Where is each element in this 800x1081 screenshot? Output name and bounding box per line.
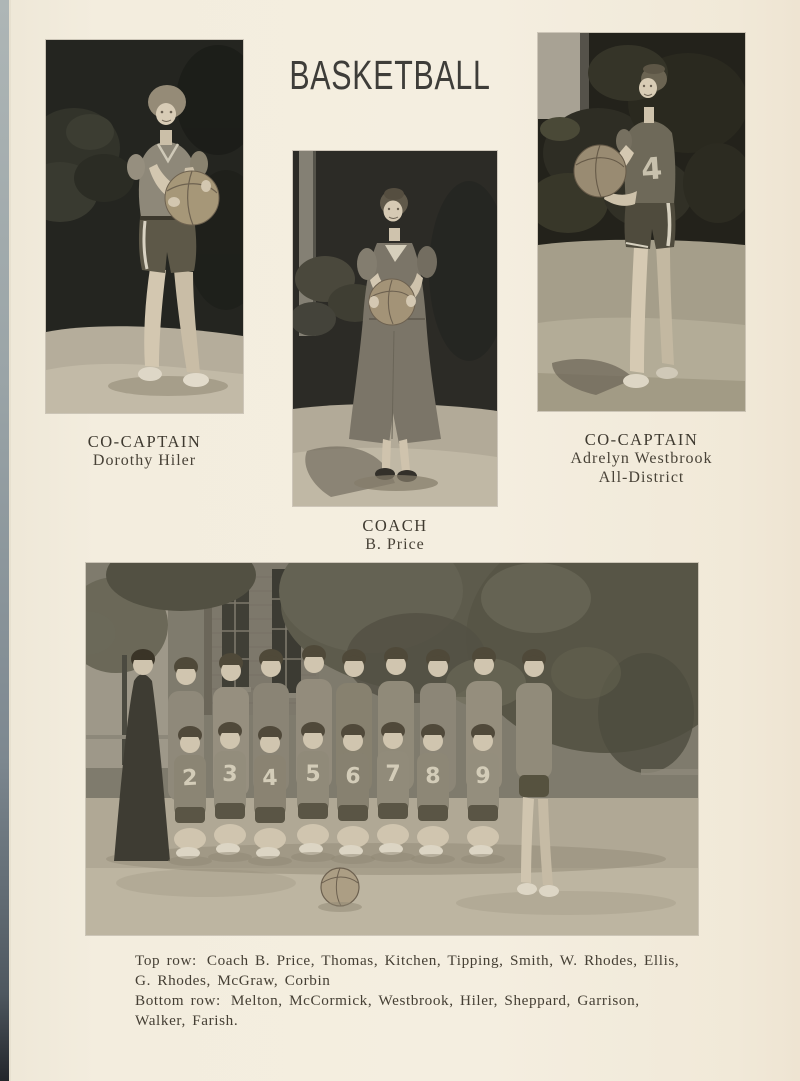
portrait-photo-coach-price bbox=[293, 151, 497, 506]
jersey-number: 2 bbox=[181, 765, 199, 792]
caption-honor: All-District bbox=[598, 469, 685, 486]
roster-caption bbox=[135, 951, 687, 1031]
jersey-number: 8 bbox=[424, 763, 442, 790]
light-corner bbox=[538, 33, 580, 119]
caption-role: CO-CAPTAIN bbox=[584, 430, 699, 449]
caption-name: Adrelyn Westbrook bbox=[570, 450, 713, 467]
jersey-number: 4 bbox=[261, 765, 279, 792]
team-photo-graphic bbox=[86, 563, 698, 935]
team-photo bbox=[86, 563, 698, 935]
caption-role: COACH bbox=[362, 516, 428, 535]
portrait-center-graphic bbox=[293, 151, 497, 506]
page-edge bbox=[0, 0, 11, 1081]
roster-bottom-row-label: Bottom row: bbox=[135, 992, 221, 1009]
page-title: BASKETBALL bbox=[289, 52, 491, 98]
portrait-photo-adrelyn-westbrook bbox=[538, 33, 745, 411]
roster-bottom-row-names: Melton, McCormick, Westbrook, Hiler, Sheppard, Garrison, Walker, Farish. bbox=[135, 992, 640, 1029]
jersey-number: 6 bbox=[344, 763, 362, 790]
caption-coach-price bbox=[293, 516, 497, 554]
caption-dorothy-hiler bbox=[46, 432, 243, 470]
jersey-number: 7 bbox=[385, 762, 401, 787]
caption-name: B. Price bbox=[365, 536, 425, 553]
caption-adrelyn-westbrook bbox=[528, 430, 755, 487]
jersey-number: 3 bbox=[221, 761, 239, 788]
roster-top-row-label: Top row: bbox=[135, 952, 197, 969]
caption-name: Dorothy Hiler bbox=[92, 452, 197, 469]
jersey-number-4: 4 bbox=[640, 151, 664, 188]
portrait-left-graphic bbox=[46, 40, 243, 413]
caption-role: CO-CAPTAIN bbox=[87, 432, 202, 451]
jersey-number: 5 bbox=[305, 762, 321, 787]
basketball-right-portrait bbox=[574, 145, 626, 197]
roster-top-row bbox=[135, 951, 687, 991]
corner-shade bbox=[580, 33, 589, 119]
portrait-right-graphic bbox=[538, 33, 745, 411]
roster-bottom-row bbox=[135, 991, 687, 1031]
portrait-photo-dorothy-hiler bbox=[46, 40, 243, 413]
jersey-number: 9 bbox=[475, 764, 491, 789]
roster-top-row-names: Coach B. Price, Thomas, Kitchen, Tipping, Smith, W. Rhodes, Ellis, G. Rhodes, McGraw, Corbin bbox=[135, 952, 680, 989]
